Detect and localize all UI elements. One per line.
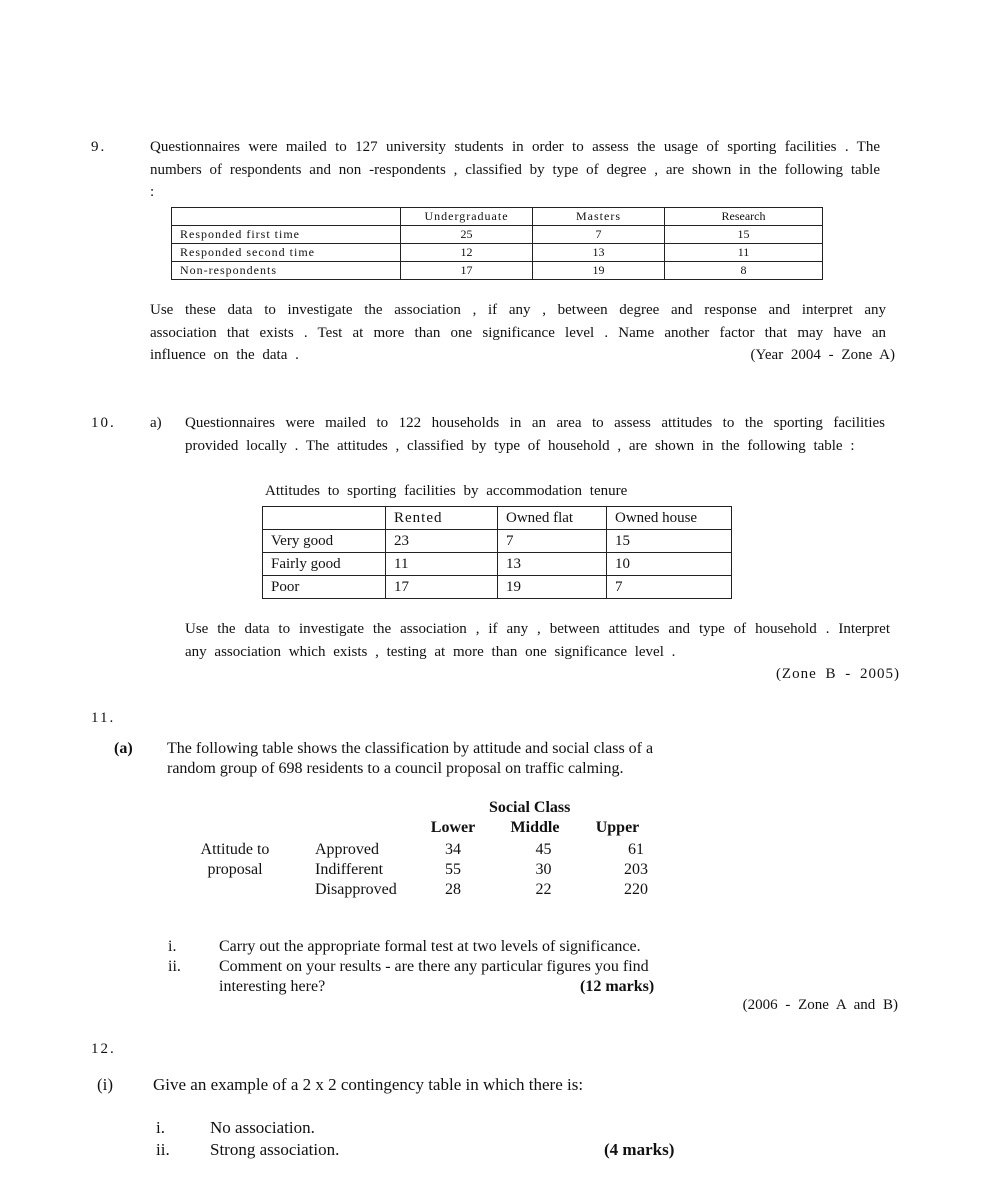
question-12-part: (i) bbox=[97, 1075, 114, 1094]
list-item-continuation: interesting here? bbox=[219, 978, 326, 995]
question-11-intro-line2: random group of 698 residents to a council proposal on traffic calming. bbox=[167, 760, 624, 777]
row-label: Disapproved bbox=[315, 881, 397, 898]
question-10-table bbox=[262, 506, 732, 599]
row-label: Approved bbox=[315, 841, 379, 858]
table-cell: 7 bbox=[533, 226, 665, 244]
table-row bbox=[263, 507, 732, 530]
table-header-cell: Masters bbox=[533, 208, 665, 226]
question-10-table-caption: Attitudes to sporting facilities by accommodation tenure bbox=[265, 483, 628, 499]
table-cell: 19 bbox=[533, 262, 665, 280]
list-item: Carry out the appropriate formal test at two levels of significance. bbox=[219, 938, 641, 955]
column-header-upper: Upper bbox=[595, 819, 640, 836]
table-cell: 61 bbox=[628, 841, 644, 858]
social-class-header: Social Class bbox=[489, 799, 571, 816]
question-11-number: 11. bbox=[91, 710, 116, 726]
row-label: Indifferent bbox=[315, 861, 384, 878]
table-cell: 13 bbox=[498, 553, 607, 576]
marks-label: (12 marks) bbox=[580, 978, 655, 995]
question-10-intro: Questionnaires were mailed to 122 households in an area to assess attitudes to the sporting facilities provided locally . The attitudes , classified by type of household , are shown in the following table : bbox=[185, 415, 885, 454]
table-row bbox=[172, 208, 823, 226]
table-row bbox=[263, 553, 732, 576]
table-cell: 45 bbox=[535, 841, 552, 858]
table-header-cell: Owned flat bbox=[498, 507, 607, 530]
table-cell: 23 bbox=[386, 530, 498, 553]
table-header-cell: Owned house bbox=[607, 507, 732, 530]
table-cell: 10 bbox=[607, 553, 732, 576]
row-label: Responded second time bbox=[172, 244, 401, 262]
table-cell: 7 bbox=[607, 576, 732, 599]
list-item-marker: ii. bbox=[156, 1140, 170, 1159]
table-cell: 11 bbox=[665, 244, 823, 262]
row-label: Responded first time bbox=[172, 226, 401, 244]
table-cell: 7 bbox=[498, 530, 607, 553]
question-11-part: (a) bbox=[114, 740, 133, 757]
table-header-cell: Rented bbox=[386, 507, 498, 530]
row-group-label-line2: proposal bbox=[207, 861, 263, 878]
question-9-source: (Year 2004 - Zone A) bbox=[750, 347, 895, 363]
marks-label: (4 marks) bbox=[604, 1140, 675, 1159]
table-row bbox=[172, 244, 823, 262]
table-cell: 17 bbox=[386, 576, 498, 599]
table-row bbox=[263, 530, 732, 553]
row-label: Fairly good bbox=[263, 553, 386, 576]
list-item: Strong association. bbox=[210, 1140, 340, 1159]
table-cell: 17 bbox=[401, 262, 533, 280]
question-12-number: 12. bbox=[91, 1041, 116, 1057]
table-cell: 19 bbox=[498, 576, 607, 599]
question-10-part: a) bbox=[150, 415, 162, 431]
table-header-cell: Undergraduate bbox=[401, 208, 533, 226]
row-group-label-line1: Attitude to bbox=[200, 841, 270, 858]
table-cell: 203 bbox=[624, 861, 648, 878]
row-label: Poor bbox=[263, 576, 386, 599]
list-item: Comment on your results - are there any particular figures you find bbox=[219, 958, 649, 975]
table-row bbox=[172, 226, 823, 244]
table-cell: 22 bbox=[535, 881, 552, 898]
question-9-number: 9. bbox=[91, 139, 107, 155]
table-cell: 12 bbox=[401, 244, 533, 262]
table-header-cell: Research bbox=[665, 208, 823, 226]
row-label: Non-respondents bbox=[172, 262, 401, 280]
table-row bbox=[315, 840, 665, 860]
row-label: Very good bbox=[263, 530, 386, 553]
column-header-middle: Middle bbox=[510, 819, 560, 836]
question-11-intro-line1: The following table shows the classification by attitude and social class of a bbox=[167, 740, 654, 757]
table-cell: 11 bbox=[386, 553, 498, 576]
table-cell: 220 bbox=[624, 881, 648, 898]
question-12-intro: Give an example of a 2 x 2 contingency table in which there is: bbox=[153, 1075, 584, 1094]
question-9-table bbox=[171, 207, 823, 280]
list-item-marker: i. bbox=[168, 938, 177, 955]
table-row bbox=[172, 262, 823, 280]
table-cell: 55 bbox=[445, 861, 461, 878]
list-item: No association. bbox=[210, 1118, 315, 1137]
table-cell: 34 bbox=[445, 841, 461, 858]
table-cell: 25 bbox=[401, 226, 533, 244]
social-class-table bbox=[315, 840, 665, 900]
column-header-lower: Lower bbox=[430, 819, 476, 836]
table-cell: 8 bbox=[665, 262, 823, 280]
list-item-marker: ii. bbox=[168, 958, 181, 975]
table-row bbox=[315, 880, 665, 900]
table-header-cell bbox=[172, 208, 401, 226]
question-10-number: 10. bbox=[91, 415, 116, 431]
table-header-cell bbox=[263, 507, 386, 530]
table-cell: 13 bbox=[533, 244, 665, 262]
question-9-intro: Questionnaires were mailed to 127 university students in order to assess the usage of sporting facilities . The numbers of respondents and non -respondents , classified by type of degree , are shown in the following table : bbox=[150, 139, 880, 200]
table-row bbox=[263, 576, 732, 599]
list-item-marker: i. bbox=[156, 1118, 165, 1137]
question-9-task: Use these data to investigate the association , if any , between degree and response and interpret any association that exists . Test at more than one significance level . Name another factor that may have an influence on the data . bbox=[150, 302, 886, 363]
question-10-task: Use the data to investigate the association , if any , between attitudes and type of household . Interpret any association which exists , testing at more than one significance level . bbox=[185, 621, 890, 660]
question-10-source: (Zone B - 2005) bbox=[775, 666, 900, 682]
table-cell: 15 bbox=[607, 530, 732, 553]
table-cell: 28 bbox=[445, 881, 461, 898]
table-cell: 15 bbox=[665, 226, 823, 244]
question-11-source: (2006 - Zone A and B) bbox=[742, 997, 898, 1013]
table-row bbox=[315, 860, 665, 880]
table-cell: 30 bbox=[535, 861, 552, 878]
